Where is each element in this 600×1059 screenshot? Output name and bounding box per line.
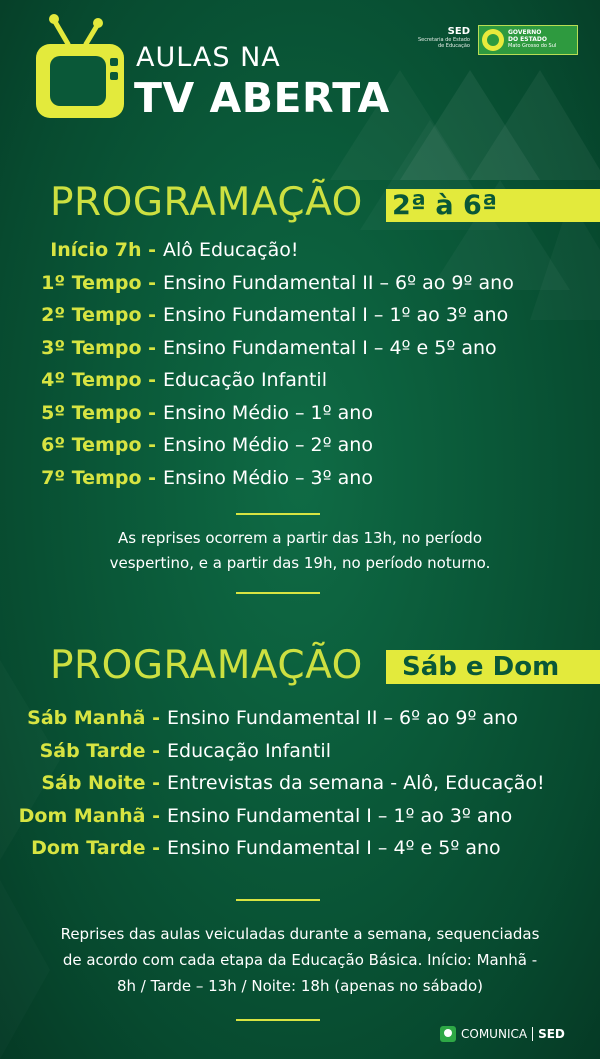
- schedule-program: Ensino Médio – 3º ano: [163, 466, 373, 489]
- weekend-note-line-3: 8h / Tarde – 13h / Noite: 18h (apenas no sábado): [116, 977, 484, 995]
- divider: [236, 592, 320, 594]
- schedule-row: [0, 429, 600, 461]
- schedule-time-label: 2º Tempo -: [41, 304, 156, 326]
- schedule-row: [0, 462, 600, 494]
- divider: [236, 1019, 320, 1021]
- schedule-time-label: 7º Tempo -: [41, 466, 156, 489]
- title-line-1: AULAS NA: [136, 42, 281, 73]
- schedule-program: Ensino Fundamental I – 1º ao 3º ano: [163, 304, 509, 326]
- schedule-program: Ensino Médio – 1º ano: [163, 401, 373, 424]
- schedule-row: [0, 832, 600, 864]
- weekend-tag: Sáb e Dom: [386, 650, 600, 684]
- schedule-time-label: 6º Tempo -: [41, 434, 156, 456]
- schedule-time-label: 4º Tempo -: [41, 369, 156, 391]
- schedule-row: [0, 364, 600, 396]
- schedule-row: [0, 267, 600, 299]
- schedule-row: [0, 397, 600, 429]
- weekday-section-title: PROGRAMAÇÃO: [50, 180, 363, 225]
- sed-subtitle-1: Secretaria de Estado: [417, 37, 470, 43]
- schedule-time-label: Dom Manhã -: [18, 804, 160, 827]
- schedule-program: Ensino Fundamental II – 6º ao 9º ano: [163, 271, 514, 294]
- schedule-program: Entrevistas da semana - Alô, Educação!: [167, 772, 545, 794]
- schedule-row: [0, 234, 600, 266]
- weekend-note-line-1: Reprises das aulas veiculadas durante a semana, sequenciadas: [60, 925, 540, 943]
- schedule-program: Ensino Médio – 2º ano: [163, 434, 373, 456]
- schedule-row: [0, 702, 600, 734]
- schedule-time-label: Dom Tarde -: [31, 837, 160, 859]
- gov-line-1: GOVERNO: [508, 29, 542, 36]
- weekend-note: [0, 921, 600, 999]
- weekend-note-line-2: de acordo com cada etapa da Educação Básica. Início: Manhã -: [62, 951, 538, 969]
- chat-bubble-icon: [440, 1026, 456, 1042]
- divider: [236, 899, 320, 901]
- schedule-program: Ensino Fundamental I – 4º e 5º ano: [163, 336, 497, 359]
- divider: [236, 513, 320, 515]
- footer-comunica: COMUNICA: [461, 1027, 528, 1041]
- footer-logo: [440, 1024, 565, 1044]
- schedule-row: [0, 735, 600, 767]
- schedule-row: [0, 800, 600, 832]
- weekend-section-title: PROGRAMAÇÃO: [50, 643, 363, 688]
- weekday-note: [0, 526, 600, 576]
- title-line-2: TV ABERTA: [134, 74, 390, 122]
- schedule-program: Educação Infantil: [167, 739, 331, 762]
- gov-line-3: Mato Grosso do Sul: [508, 43, 557, 49]
- sed-subtitle-2: de Educação: [437, 43, 470, 49]
- government-logo: [478, 25, 578, 55]
- schedule-time-label: 3º Tempo -: [41, 336, 156, 359]
- schedule-time-label: 1º Tempo -: [41, 271, 156, 294]
- footer-sed: SED: [538, 1027, 565, 1041]
- weekday-note-line-1: As reprises ocorrem a partir das 13h, no período: [117, 529, 482, 547]
- schedule-program: Ensino Fundamental I – 4º e 5º ano: [167, 837, 501, 859]
- schedule-row: [0, 299, 600, 331]
- schedule-time-label: 5º Tempo -: [41, 401, 156, 424]
- weekday-tag: 2ª à 6ª: [386, 189, 600, 222]
- schedule-time-label: Sáb Manhã -: [27, 707, 160, 729]
- schedule-program: Ensino Fundamental II – 6º ao 9º ano: [167, 707, 518, 729]
- schedule-time-label: Início 7h -: [50, 239, 156, 261]
- sed-logo: [410, 26, 470, 49]
- schedule-row: [0, 332, 600, 364]
- gov-line-2: DO ESTADO: [508, 36, 547, 43]
- schedule-row: [0, 767, 600, 799]
- schedule-program: Alô Educação!: [163, 239, 299, 261]
- schedule-time-label: Sáb Tarde -: [39, 739, 160, 762]
- tv-icon: [30, 14, 130, 126]
- schedule-program: Educação Infantil: [163, 369, 327, 391]
- state-seal-icon: [482, 29, 504, 51]
- sed-title: SED: [447, 26, 470, 37]
- weekday-note-line-2: vespertino, e a partir das 19h, no período noturno.: [109, 554, 491, 572]
- schedule-time-label: Sáb Noite -: [41, 772, 160, 794]
- schedule-program: Ensino Fundamental I – 1º ao 3º ano: [167, 804, 513, 827]
